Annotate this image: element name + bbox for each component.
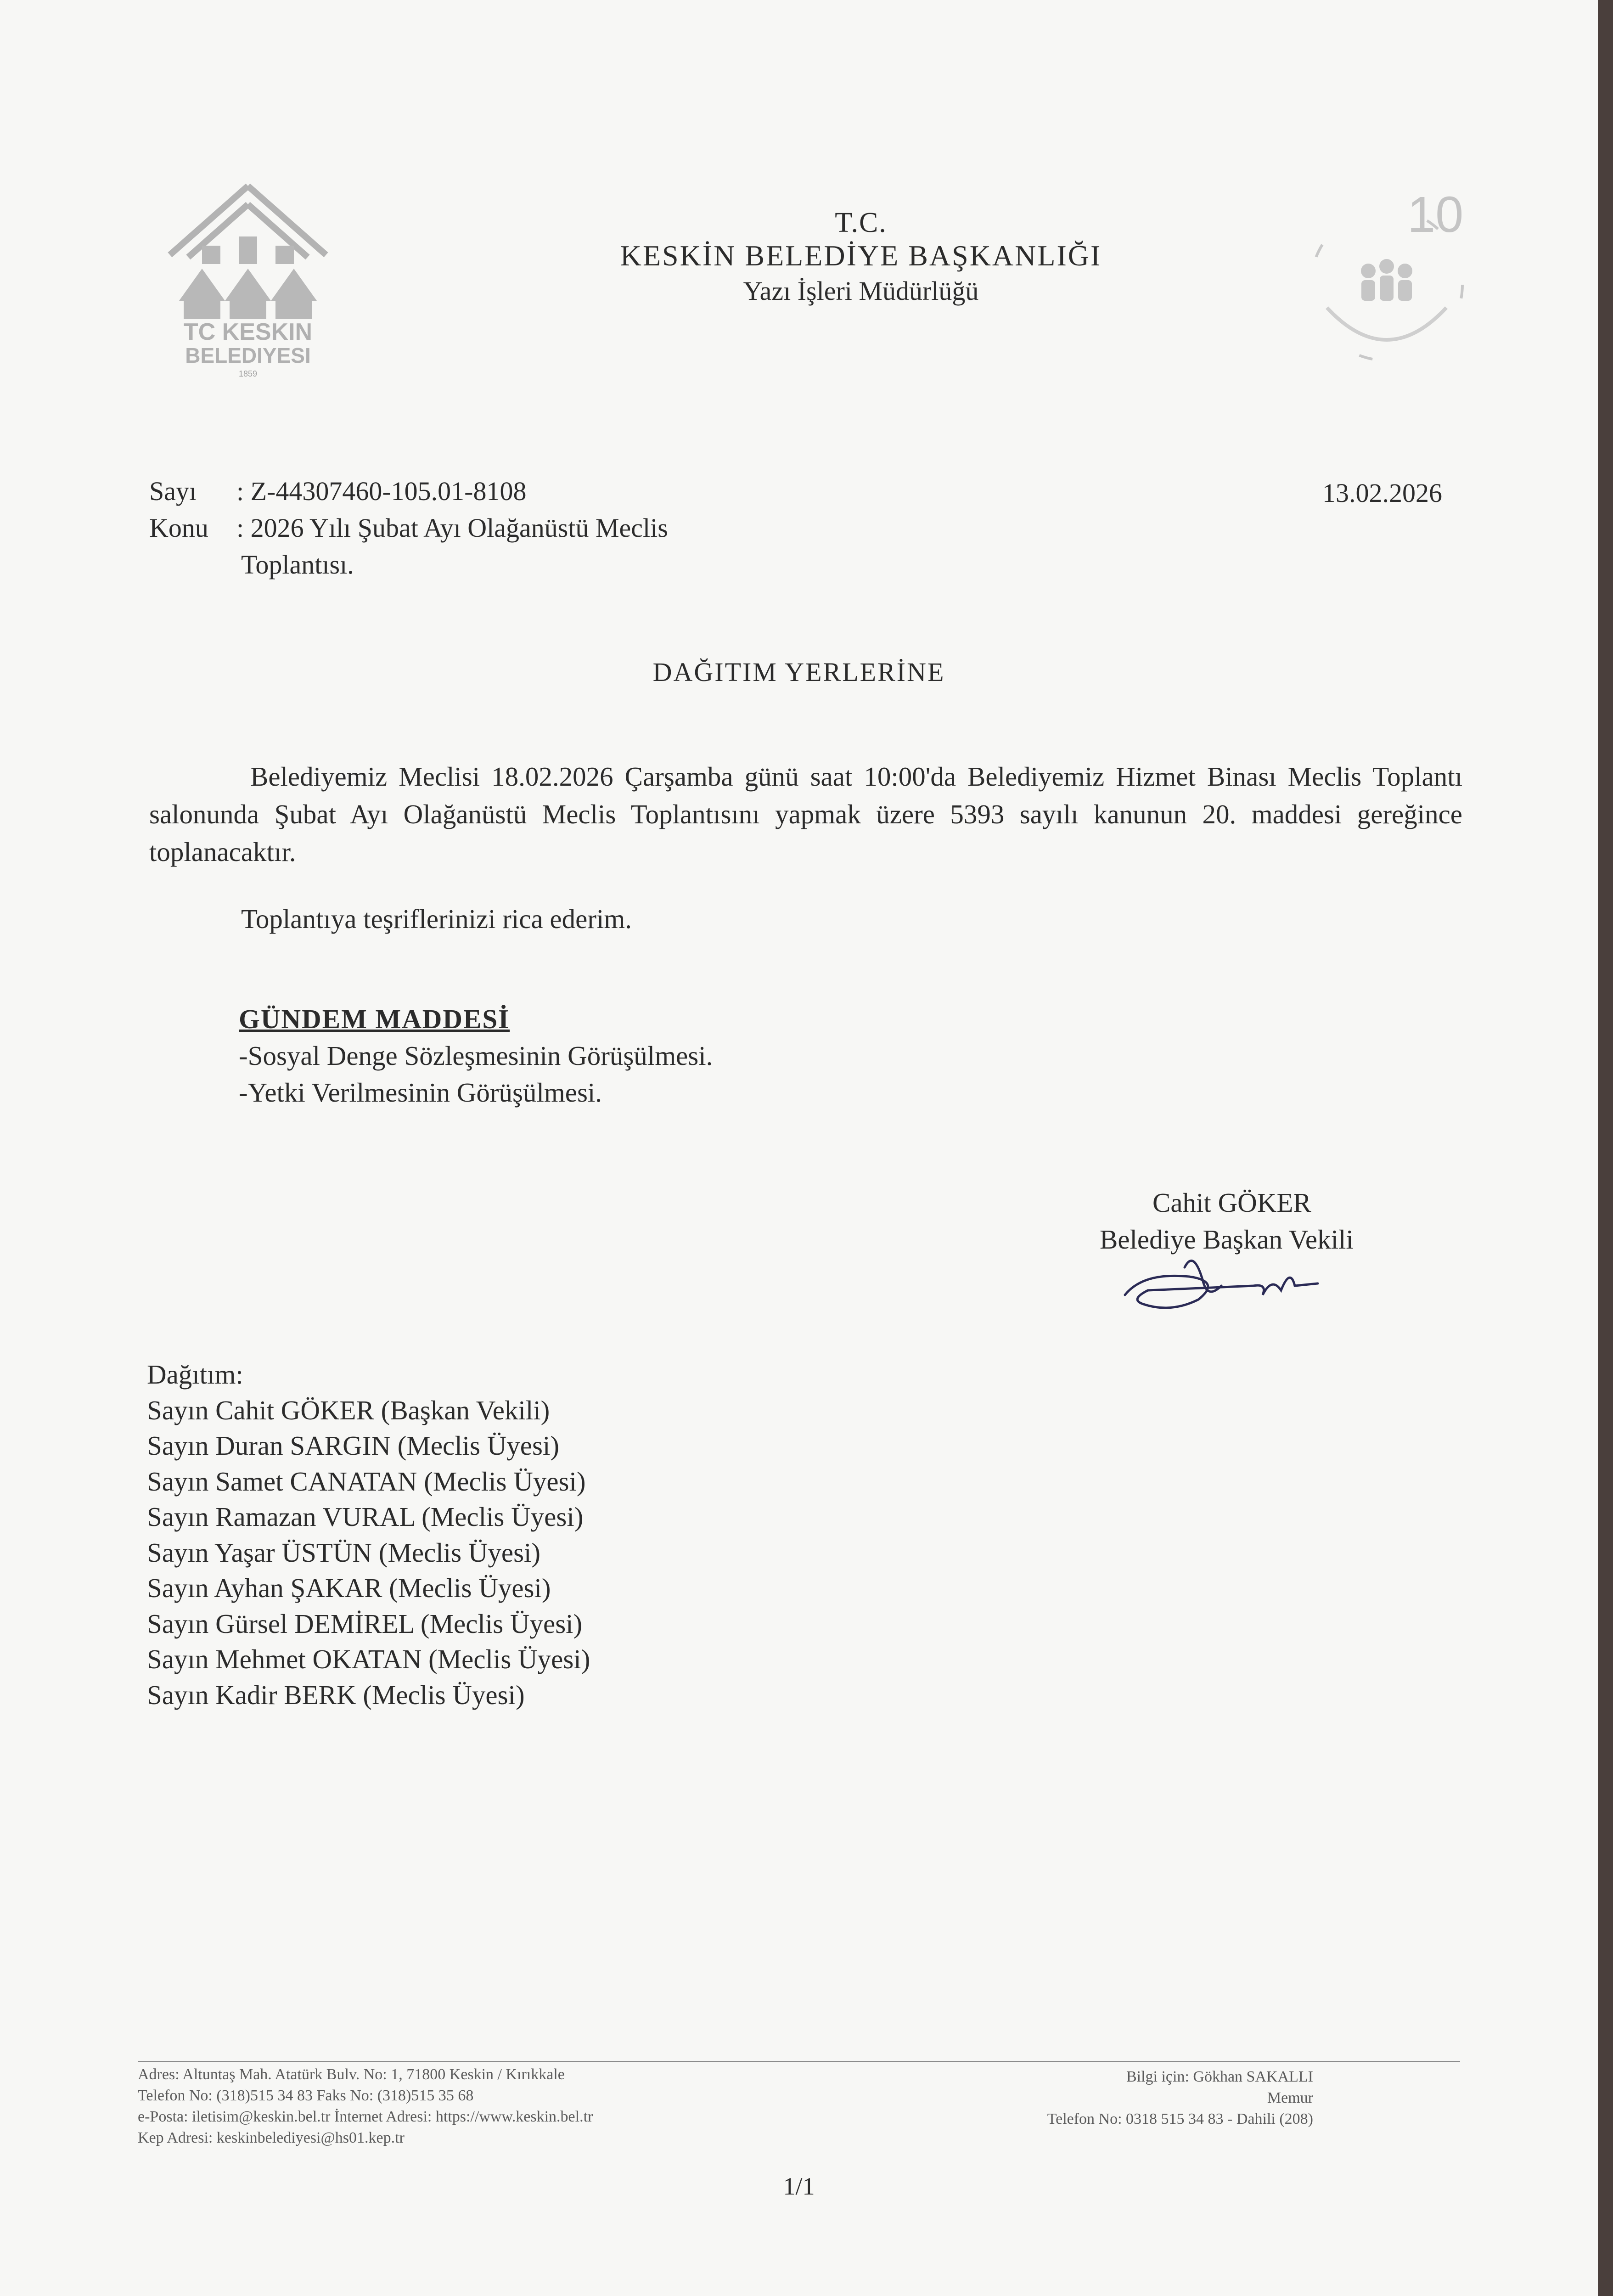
- footer-info-phone: Telefon No: 0318 515 34 83 - Dahili (208): [1047, 2110, 1313, 2127]
- distribution-list: [147, 1357, 590, 1713]
- distribution-recipient: Sayın Cahit GÖKER (Başkan Vekili): [147, 1395, 550, 1425]
- distribution-label: Dağıtım:: [147, 1359, 243, 1390]
- logo-number: 10: [1407, 188, 1464, 243]
- footer-divider: [138, 2061, 1460, 2062]
- distribution-recipient: Sayın Ramazan VURAL (Meclis Üyesi): [147, 1502, 584, 1532]
- body-paragraph-1: Belediyemiz Meclisi 18.02.2026 Çarşamba günü saat 10:00'da Belediyemiz Hizmet Binası Meclis Toplantı salonunda Şubat Ayı Olağanüstü Meclis Toplantısını yapmak üzere 5393 sayılı kanunun 20. maddesi gereğince toplanacaktır.: [149, 761, 1462, 867]
- recipient-heading: DAĞITIM YERLERİNE: [652, 657, 945, 687]
- konu-label: Konu: [149, 513, 208, 543]
- signatory-title: Belediye Başkan Vekili: [1100, 1224, 1354, 1255]
- header-organization: KESKİN BELEDİYE BAŞKANLIĞI: [620, 239, 1102, 272]
- logo-text-line2: BELEDIYESI: [185, 343, 311, 367]
- konu-value-line2: Toplantısı.: [241, 550, 354, 580]
- distribution-recipient: Sayın Samet CANATAN (Meclis Üyesi): [147, 1466, 586, 1497]
- logo-year: 1859: [238, 369, 258, 378]
- sayi-row: [149, 473, 668, 510]
- distribution-recipient: Sayın Kadir BERK (Meclis Üyesi): [147, 1679, 525, 1710]
- document-date: 13.02.2026: [1322, 478, 1442, 508]
- agenda-item: -Sosyal Denge Sözleşmesinin Görüşülmesi.: [239, 1041, 713, 1071]
- distribution-recipient: Sayın Gürsel DEMİREL (Meclis Üyesi): [147, 1608, 583, 1639]
- signatory-name: Cahit GÖKER: [1152, 1187, 1311, 1218]
- page-number: 1/1: [783, 2172, 815, 2200]
- footer-contact: [138, 2064, 593, 2149]
- footer-phone-fax: Telefon No: (318)515 34 83 Faks No: (318)515 35 68: [138, 2087, 474, 2104]
- logo-text-line1: TC KESKIN: [183, 319, 313, 345]
- header-department: Yazı İşleri Müdürlüğü: [743, 276, 979, 306]
- footer-address: Adres: Altuntaş Mah. Atatürk Bulv. No: 1, 71800 Keskin / Kırıkkale: [138, 2066, 565, 2083]
- distribution-recipient: Sayın Yaşar ÜSTÜN (Meclis Üyesi): [147, 1537, 541, 1568]
- footer-kep: Kep Adresi: keskinbelediyesi@hs01.kep.tr: [138, 2129, 405, 2146]
- header-country: T.C.: [835, 207, 887, 238]
- distribution-recipient: Sayın Ayhan ŞAKAR (Meclis Üyesi): [147, 1573, 551, 1603]
- agenda-title: GÜNDEM MADDESİ: [239, 1004, 510, 1034]
- agenda-item: -Yetki Verilmesinin Görüşülmesi.: [239, 1077, 602, 1108]
- sayi-label: Sayı: [149, 476, 197, 506]
- distribution-recipient: Sayın Mehmet OKATAN (Meclis Üyesi): [147, 1644, 590, 1674]
- distribution-recipient: Sayın Duran SARGIN (Meclis Üyesi): [147, 1430, 559, 1461]
- body-paragraph-2: Toplantıya teşriflerinizi rica ederim.: [241, 904, 632, 934]
- document-meta: [149, 473, 668, 583]
- footer-info-title: Memur: [1267, 2089, 1313, 2106]
- konu-row: [149, 510, 668, 546]
- footer-email-web: e-Posta: iletisim@keskin.bel.tr İnternet Adresi: https://www.keskin.bel.tr: [138, 2108, 593, 2125]
- footer-info-contact: Bilgi için: Gökhan SAKALLI: [1126, 2068, 1313, 2085]
- footer-info: [941, 2066, 1313, 2130]
- sayi-value: : Z-44307460-105.01-8108: [236, 476, 527, 506]
- konu-value-line1: : 2026 Yılı Şubat Ayı Olağanüstü Meclis: [236, 513, 668, 543]
- handwritten-signature: [1116, 1240, 1322, 1318]
